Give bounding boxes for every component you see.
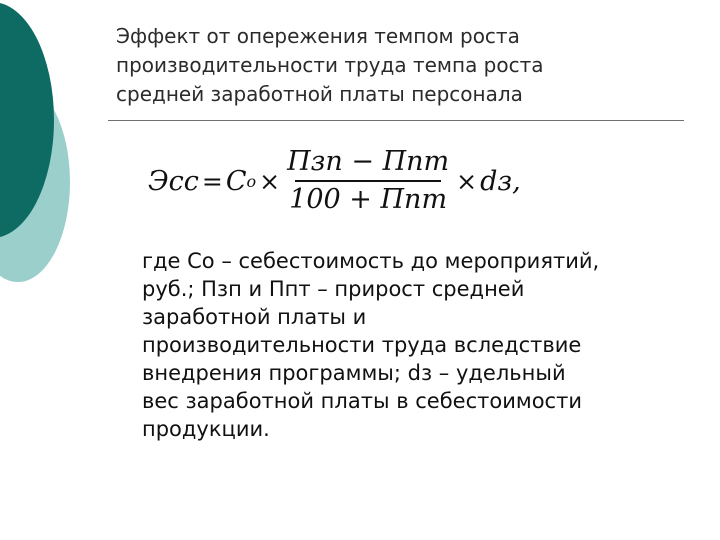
formula-cost-subscript: о <box>246 171 257 191</box>
title-divider <box>108 120 684 121</box>
formula-rhs: dз, <box>480 165 521 197</box>
slide-title <box>116 22 676 109</box>
formula-times: × <box>259 166 281 196</box>
explanation-line: продукции. <box>142 417 270 441</box>
formula <box>148 140 521 222</box>
fraction-denominator: 100 + Ппт <box>289 183 448 215</box>
formula-lhs: Эсс <box>148 165 199 197</box>
explanation-line: заработной платы и <box>142 305 367 329</box>
formula-explanation <box>142 247 702 443</box>
explanation-line: вес заработной платы в себестоимости <box>142 389 582 413</box>
explanation-line: руб.; Пзп и Ппт – прирост средней <box>142 277 525 301</box>
title-line: производительности труда темпа роста <box>116 53 544 77</box>
fraction-numerator: Пзп − Ппт <box>287 146 450 178</box>
explanation-line: внедрения программы; dз – удельный <box>142 361 566 385</box>
formula-cost: С <box>225 165 247 197</box>
decorative-circles <box>0 0 110 300</box>
formula-equals: = <box>201 166 223 196</box>
title-line: средней заработной платы персонала <box>116 82 523 106</box>
explanation-line: где Со – себестоимость до мероприятий, <box>142 249 600 273</box>
formula-fraction <box>287 144 449 218</box>
title-line: Эффект от опережения темпом роста <box>116 24 520 48</box>
explanation-line: производительности труда вследствие <box>142 333 582 357</box>
formula-times: × <box>456 166 478 196</box>
